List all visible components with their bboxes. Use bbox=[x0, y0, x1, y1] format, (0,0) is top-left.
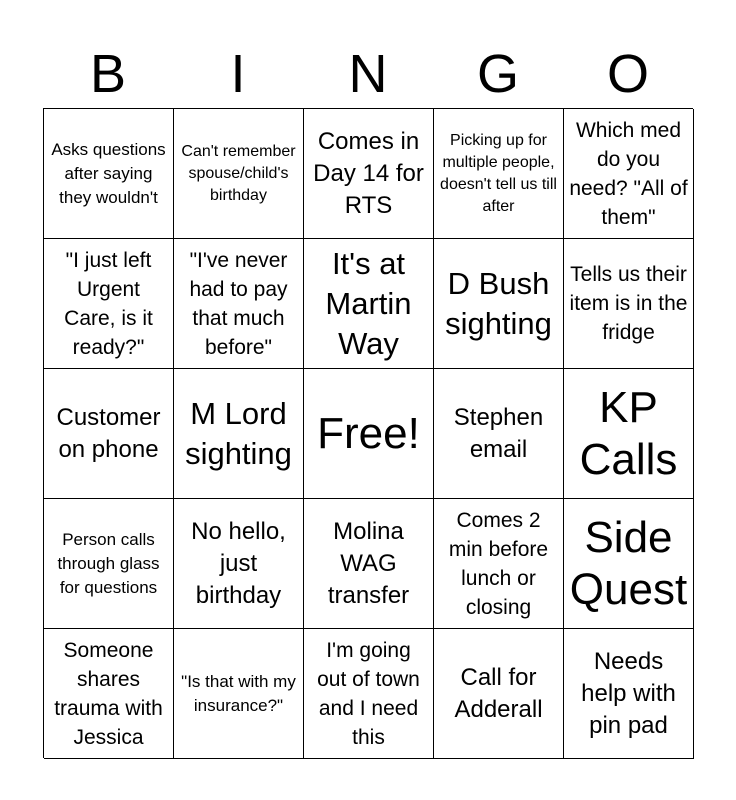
bingo-cell-r0-c3[interactable] bbox=[434, 109, 564, 239]
bingo-cell-r2-c0[interactable] bbox=[44, 369, 174, 499]
cell-text: Comes in Day 14 for RTS bbox=[313, 127, 424, 219]
cell-text: Comes 2 min before lunch or closing bbox=[448, 508, 549, 619]
bingo-cell-r1-c2[interactable] bbox=[304, 239, 434, 369]
bingo-cell-r1-c0[interactable] bbox=[44, 239, 174, 369]
bingo-cell-r2-c2[interactable] bbox=[304, 369, 434, 499]
bingo-cell-r0-c2[interactable] bbox=[304, 109, 434, 239]
cell-text: Side Quest bbox=[569, 512, 688, 614]
bingo-cell-r0-c4[interactable] bbox=[564, 109, 694, 239]
bingo-cell-r4-c0[interactable] bbox=[44, 629, 174, 759]
bingo-cell-r3-c3[interactable] bbox=[434, 499, 564, 629]
cell-text: Tells us their item is in the fridge bbox=[569, 263, 688, 344]
cell-text: Someone shares trauma with Jessica bbox=[54, 638, 163, 749]
cell-text: No hello, just birthday bbox=[191, 517, 286, 609]
bingo-header bbox=[43, 40, 693, 108]
bingo-cell-r3-c0[interactable] bbox=[44, 499, 174, 629]
bingo-cell-r2-c3[interactable] bbox=[434, 369, 564, 499]
header-letter-i: I bbox=[230, 44, 246, 104]
bingo-grid bbox=[43, 108, 693, 758]
bingo-cell-r4-c3[interactable] bbox=[434, 629, 564, 759]
bingo-cell-r1-c1[interactable] bbox=[174, 239, 304, 369]
cell-text: Call for Adderall bbox=[454, 663, 543, 723]
header-letter-b: B bbox=[89, 44, 127, 104]
cell-text: Asks questions after saying they wouldn't bbox=[51, 139, 166, 207]
cell-text: Person calls through glass for questions bbox=[57, 529, 160, 597]
cell-text: Stephen email bbox=[453, 403, 544, 463]
bingo-cell-r3-c2[interactable] bbox=[304, 499, 434, 629]
cell-text: KP Calls bbox=[579, 382, 678, 484]
cell-text: It's at Martin Way bbox=[325, 245, 412, 361]
bingo-cell-r2-c4[interactable] bbox=[564, 369, 694, 499]
bingo-cell-r0-c0[interactable] bbox=[44, 109, 174, 239]
cell-text: M Lord sighting bbox=[185, 395, 292, 471]
bingo-cell-r3-c4[interactable] bbox=[564, 499, 694, 629]
bingo-cell-r1-c3[interactable] bbox=[434, 239, 564, 369]
bingo-cell-r3-c1[interactable] bbox=[174, 499, 304, 629]
bingo-cell-r2-c1[interactable] bbox=[174, 369, 304, 499]
bingo-cell-r4-c2[interactable] bbox=[304, 629, 434, 759]
cell-text: Picking up for multiple people, doesn't tell us till after bbox=[440, 131, 557, 215]
cell-text: "Is that with my insurance?" bbox=[181, 671, 296, 715]
free-space: Free! bbox=[317, 408, 420, 458]
cell-text: D Bush sighting bbox=[445, 265, 552, 341]
bingo-cell-r1-c4[interactable] bbox=[564, 239, 694, 369]
cell-text: Can't remember spouse/child's birthday bbox=[181, 142, 296, 204]
cell-text: Which med do you need? "All of them" bbox=[569, 118, 688, 229]
cell-text: Customer on phone bbox=[56, 403, 161, 463]
header-letter-o: O bbox=[606, 44, 649, 104]
cell-text: "I just left Urgent Care, is it ready?" bbox=[64, 248, 153, 359]
bingo-cell-r4-c1[interactable] bbox=[174, 629, 304, 759]
cell-text: Needs help with pin pad bbox=[581, 647, 676, 739]
bingo-cell-r0-c1[interactable] bbox=[174, 109, 304, 239]
header-letter-g: G bbox=[476, 44, 519, 104]
cell-text: I'm going out of town and I need this bbox=[317, 638, 420, 749]
cell-text: Molina WAG transfer bbox=[327, 517, 410, 609]
cell-text: "I've never had to pay that much before" bbox=[189, 248, 288, 359]
header-letter-n: N bbox=[348, 44, 388, 104]
bingo-cell-r4-c4[interactable] bbox=[564, 629, 694, 759]
